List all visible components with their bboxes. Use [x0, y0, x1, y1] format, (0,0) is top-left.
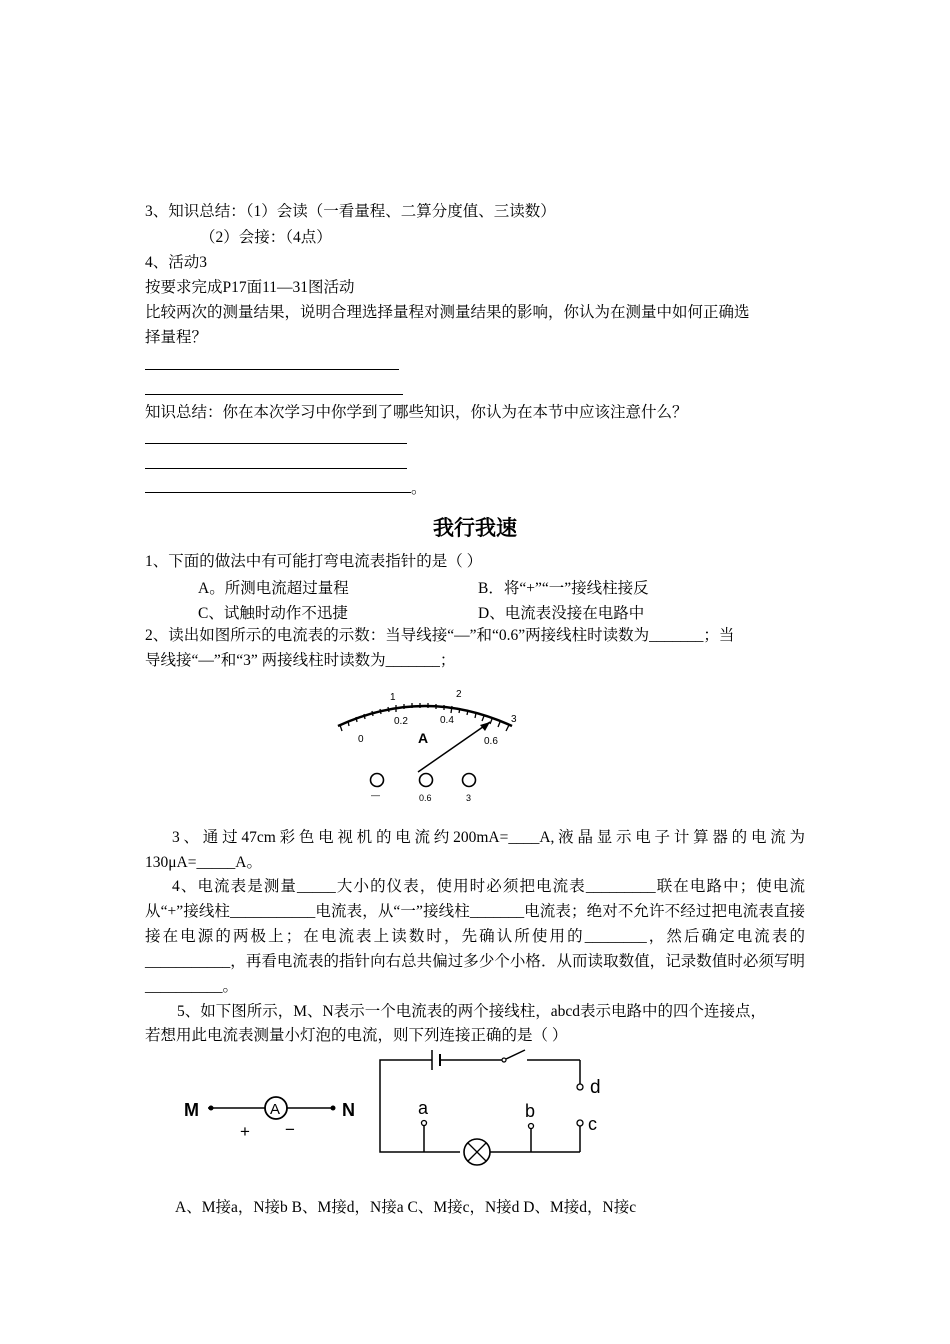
terminal-label: 0.6	[419, 793, 432, 803]
terminal-n-label: N	[342, 1100, 355, 1120]
point-b-label: b	[525, 1101, 536, 1121]
terminal-m-label: M	[184, 1100, 199, 1120]
terminal-dot	[209, 1106, 214, 1111]
point-d	[577, 1084, 583, 1090]
activity-line1: 按要求完成P17面11—31图活动	[145, 279, 355, 296]
ammeter-pointer-head	[480, 722, 490, 731]
answer-blank-1[interactable]	[145, 369, 399, 370]
point-d-label: d	[590, 1077, 601, 1098]
ammeter-scale-label: 0.6	[484, 736, 498, 747]
q5-line2: 若想用此电流表测量小灯泡的电流，则下列连接正确的是（ ）	[145, 1027, 568, 1044]
ammeter-pointer	[418, 722, 490, 772]
point-c	[577, 1120, 583, 1126]
q1-option-d[interactable]: D、电流表没接在电路中	[478, 605, 645, 622]
activity-line3: 择量程？	[145, 329, 208, 346]
terminal-icon	[371, 774, 384, 787]
q1-option-a[interactable]: A。所测电流超过量程	[198, 580, 349, 597]
summary-question: 知识总结：你在本次学习中你学到了哪些知识，你认为在本节中应该注意什么？	[145, 404, 688, 421]
ammeter-scale-label: 0	[358, 734, 364, 745]
ammeter-figure	[330, 680, 540, 805]
ammeter-scale-label: 3	[511, 714, 517, 725]
ammeter-scale-label: 2	[456, 689, 462, 700]
minus-sign: −	[285, 1120, 295, 1139]
ammeter-symbol-label: A	[270, 1101, 281, 1118]
activity-title: 4、活动3	[145, 254, 208, 271]
answer-blank-3[interactable]	[145, 443, 407, 444]
plus-sign: +	[240, 1122, 250, 1141]
terminal-label: 3	[466, 793, 472, 803]
q2-line1: 2、读出如图所示的电流表的示数：当导线接“—”和“0.6”两接线柱时读数为_______；当	[145, 627, 735, 644]
answer-blank-5[interactable]	[145, 492, 411, 493]
ammeter-scale-label: 0.2	[394, 716, 408, 727]
q3-text: 3、通过47cm彩色电视机的电流约200mA=____A,液晶显示电子计算器的电流为130μA=_____A。	[145, 829, 805, 871]
point-a-label: a	[418, 1098, 429, 1118]
activity-line2: 比较两次的测量结果，说明合理选择量程对测量结果的影响，你认为在测量中如何正确选	[145, 304, 750, 321]
q1-option-b[interactable]: B．将“+”“一”接线柱接反	[478, 580, 649, 597]
point-a	[422, 1121, 427, 1126]
q1-option-c[interactable]: C、试触时动作不迅捷	[198, 605, 348, 622]
terminal-icon	[463, 774, 476, 787]
knowledge-summary-line1: 3、知识总结：（1）会读（一看量程、二算分度值、三读数）	[145, 203, 556, 220]
switch-contact	[502, 1058, 506, 1062]
knowledge-summary-line2: （2）会接：（4点）	[200, 229, 332, 246]
q2-line2: 导线接“—”和“3” 两接线柱时读数为_______；	[145, 652, 456, 669]
switch-blade	[506, 1050, 525, 1059]
exercise-title: 我行我速	[433, 516, 517, 540]
terminal-label: —	[371, 790, 380, 800]
q5-line1: 5、如下图所示，M、N表示一个电流表的两个接线柱，abcd表示电路中的四个连接点，	[177, 1003, 766, 1020]
end-mark: 。	[411, 480, 427, 497]
answer-blank-4[interactable]	[145, 468, 407, 469]
q1-stem: 1、下面的做法中有可能打弯电流表指针的是（ ）	[145, 553, 483, 570]
q5-options[interactable]: A、M接a，N接b B、M接d，N接a C、M接c，N接d D、M接d，N接c	[175, 1199, 637, 1216]
point-b	[529, 1124, 534, 1129]
ammeter-unit: A	[418, 730, 429, 746]
terminal-icon	[420, 774, 433, 787]
ammeter-scale-label: 0.4	[440, 715, 454, 726]
q4-text: 4、电流表是测量_____大小的仪表，使用时必须把电流表_________联在电路中；使电流从“+”接线柱___________电流表，从“一”接线柱_______电流表；绝对不允许不经过把电流表直接接在电源的两极上；在电流表上读数时，先确认所使用的________，然后确定电流表的___________，再看电流表的指针向右总共偏过多少个小格．从而读取数值，记录数值时必须写明__________。	[145, 878, 805, 995]
circuit-figure	[180, 1040, 620, 1175]
point-c-label: c	[588, 1114, 597, 1134]
answer-blank-2[interactable]	[145, 394, 403, 395]
terminal-dot	[331, 1106, 336, 1111]
ammeter-scale-label: 1	[390, 692, 396, 703]
